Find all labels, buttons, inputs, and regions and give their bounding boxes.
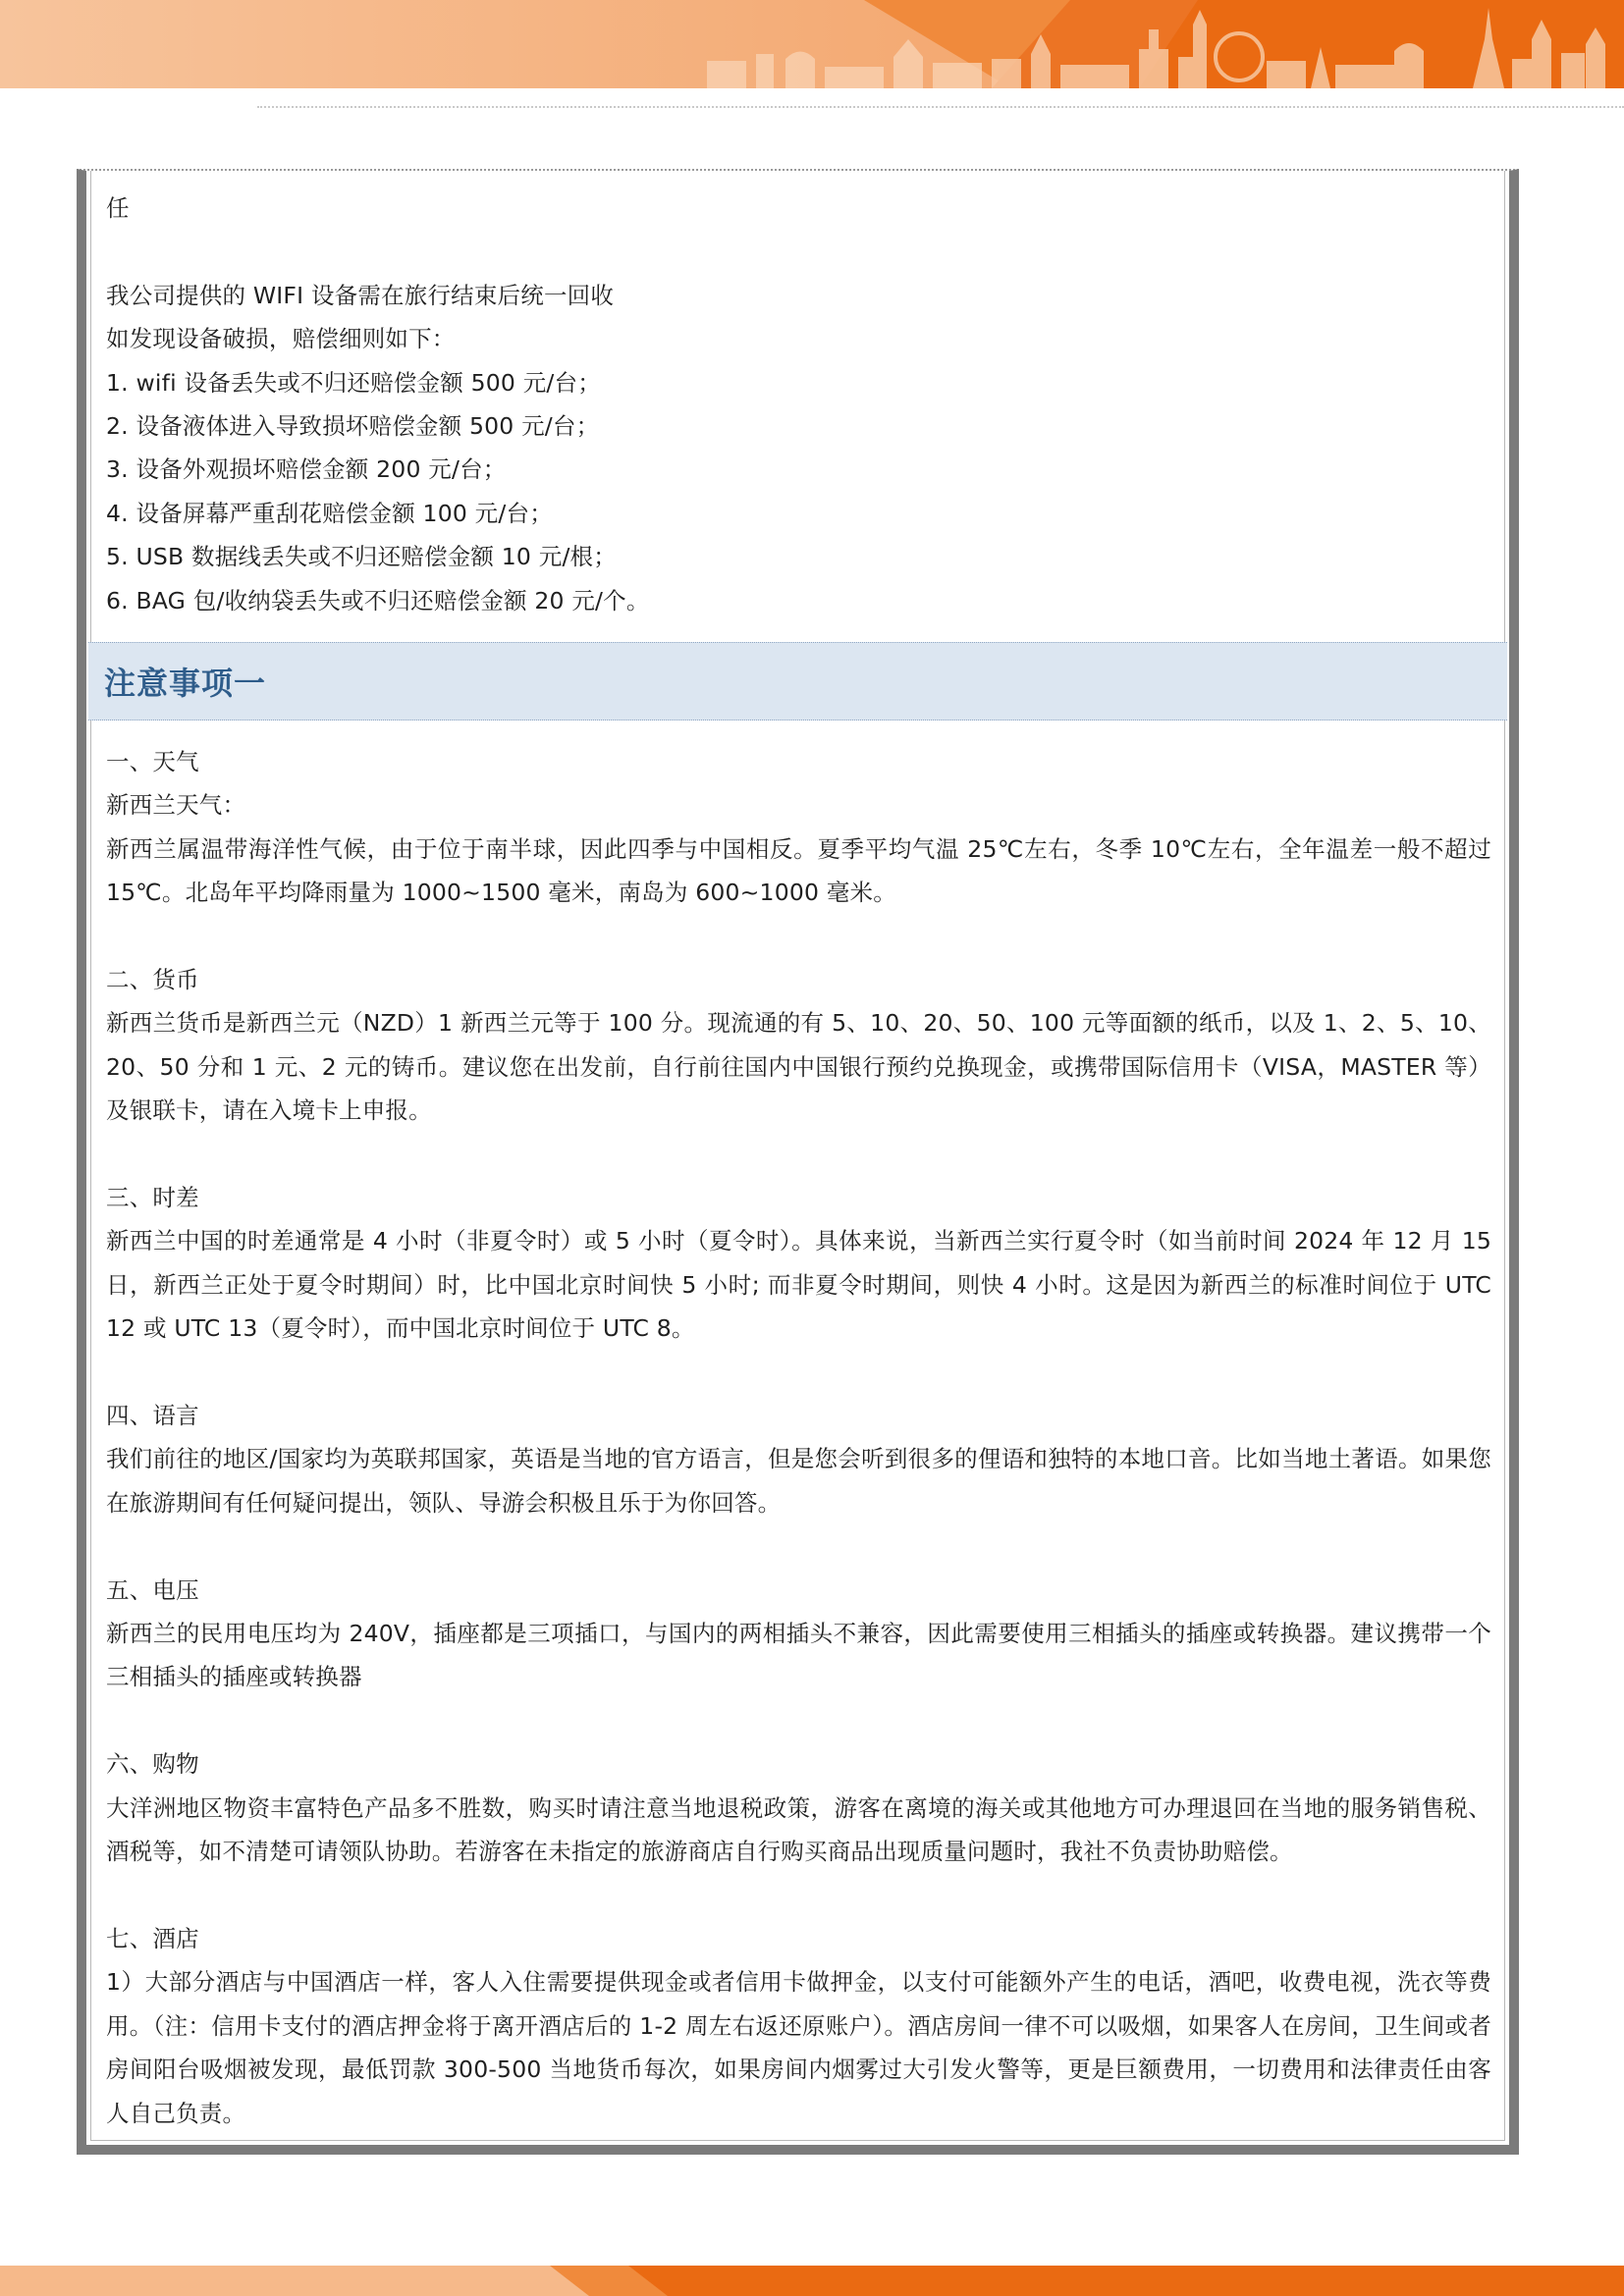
header-banner [0,0,1624,88]
list-item: 2. 设备液体进入导致损坏赔偿金额 500 元/台； [106,412,600,441]
spacer [106,1873,1491,1916]
section-heading-voltage: 五、电压 [106,1575,199,1604]
header-divider [257,106,1624,108]
list-item: 6. BAG 包/收纳袋丢失或不归还赔偿金额 20 元/个。 [106,586,650,614]
paragraph: 新西兰的民用电压均为 240V，插座都是三项插口，与国内的两相插头不兼容，因此需要使用三相插头的插座或转换器。建议携带一个三相插头的插座或转换器 [106,1620,1491,1691]
list-item: 1. wifi 设备丢失或不归还赔偿金额 500 元/台； [106,368,601,397]
paragraph: 新西兰属温带海洋性气候，由于位于南半球，因此四季与中国相反。夏季平均气温 25℃左右，冬季 10℃左右，全年温差一般不超过 15℃。北岛年平均降雨量为 1000~1500 毫米，南岛为 600~1000 毫米。 [106,834,1491,907]
text-line: 如发现设备破损，赔偿细则如下： [106,325,456,353]
section-title: 注意事项一 [104,665,267,702]
paragraph: 大洋洲地区物资丰富特色产品多不胜数，购买时请注意当地退税政策，游客在离境的海关或其他地方可办理退回在当地的服务销售税、酒税等，如不清楚可请领队协助。若游客在未指定的旅游商店自行购买商品出现质量问题时，我社不负责协助赔偿。 [106,1793,1491,1866]
section-heading-language: 四、语言 [106,1402,199,1430]
section-heading-time-difference: 三、时差 [106,1184,199,1212]
footer-bar-graphic [0,2266,1624,2296]
paragraph: 新西兰货币是新西兰元（NZD）1 新西兰元等于 100 分。现流通的有 5、10、20、50、100 元等面额的纸币，以及 1、2、5、10、20、50 分和 1 元、2 元的铸币。建议您在出发前，自行前往国内中国银行预约兑换现金，或携带国际信用卡（VISA，MASTER 等）及银联卡，请在入境卡上申报。 [106,1009,1491,1125]
spacer [106,1351,1491,1394]
section-heading-shopping: 六、购物 [106,1750,199,1779]
paragraph: 我们前往的地区/国家均为英联邦国家，英语是当地的官方语言，但是您会听到很多的俚语和独特的本地口音。比如当地土著语。如果您在旅游期间有任何疑问提出，领队、导游会积极且乐于为你回答。 [106,1445,1491,1517]
section-heading-hotel: 七、酒店 [106,1924,199,1952]
footer-banner [0,2266,1624,2296]
spacer [106,915,1491,958]
section-heading-weather: 一、天气 [106,748,199,775]
paragraph: 新西兰中国的时差通常是 4 小时（非夏令时）或 5 小时（夏令时）。具体来说，当新西兰实行夏令时（如当前时间 2024 年 12 月 15 日，新西兰正处于夏令时期间）时，比中国北京时间快 5 小时; 而非夏令时期间，则快 4 小时。这是因为新西兰的标准时间位于 UTC 12 或 UTC 13（夏令时），而中国北京时间位于 UTC 8。 [106,1227,1491,1343]
notice-content [106,740,1491,2135]
wifi-compensation-block [106,187,1491,622]
spacer [106,1524,1491,1568]
text-line: 我公司提供的 WIFI 设备需在旅行结束后统一回收 [106,281,615,309]
notice-section-header [88,642,1507,721]
text-line: 任 [106,194,130,222]
spacer [106,1133,1491,1176]
list-item: 3. 设备外观损坏赔偿金额 200 元/台； [106,455,507,484]
spacer [106,1699,1491,1742]
list-item: 4. 设备屏幕严重刮花赔偿金额 100 元/台； [106,499,553,527]
paragraph: 1）大部分酒店与中国酒店一样，客人入住需要提供现金或者信用卡做押金，以支付可能额外产生的电话，酒吧，收费电视，洗衣等费用。（注：信用卡支付的酒店押金将于离开酒店后的 1-2 周左右返还原账户）。酒店房间一律不可以吸烟，如果客人在房间，卫生间或者房间阳台吸烟被发现，最低罚款 300-500 当地货币每次，如果房间内烟雾过大引发火警等，更是巨额费用，一切费用和法律责任由客人自己负责。 [106,1968,1491,2127]
content-frame [77,169,1519,2155]
skyline-banner-graphic [0,0,1624,88]
list-item: 5. USB 数据线丢失或不归还赔偿金额 10 元/根； [106,543,617,571]
text-line: 新西兰天气： [106,791,246,820]
section-heading-currency: 二、货币 [106,966,199,994]
text-line [106,230,1491,273]
